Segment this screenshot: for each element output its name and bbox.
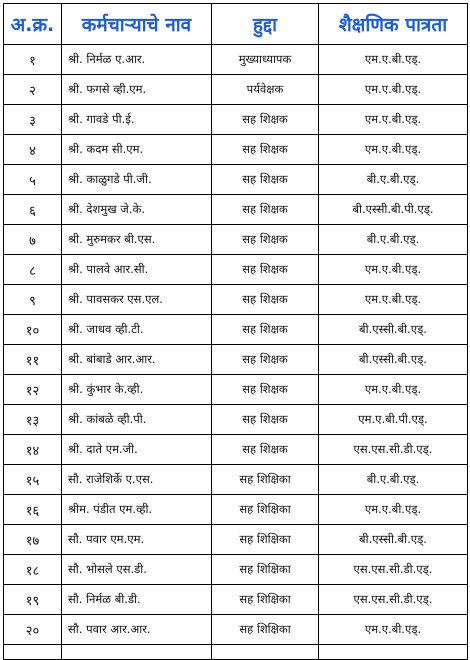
qualification-cell: एस.एस.सी.डी.एड्. — [319, 555, 468, 585]
post-cell: सह शिक्षक — [212, 345, 319, 375]
qualification-cell: बी.एस्सी.बी.एड्. — [319, 345, 468, 375]
post-cell: पर्यवेक्षक — [212, 75, 319, 105]
table-row — [4, 45, 468, 75]
qualification-cell: बी.एस्सी.बी.पी.एड्. — [319, 195, 468, 225]
table-row — [4, 375, 468, 405]
header-serial-number: अ.क्र. — [4, 4, 62, 45]
qualification-cell: बी.ए.बी.एड्. — [319, 165, 468, 195]
table-row — [4, 465, 468, 495]
table-row — [4, 315, 468, 345]
serial-number-cell: १४ — [4, 435, 62, 465]
post-cell: सह शिक्षक — [212, 105, 319, 135]
serial-number-cell: ३ — [4, 105, 62, 135]
header-qualification: शैक्षणिक पात्रता — [319, 4, 468, 45]
employee-name-cell: श्री. निर्मळ ए.आर. — [62, 45, 212, 75]
qualification-cell: एम.ए.बी.एड्. — [319, 255, 468, 285]
employee-name-cell: श्री. दाते एम.जी. — [62, 435, 212, 465]
table-row — [4, 285, 468, 315]
employee-name-cell: श्री. गावडे पी.ई. — [62, 105, 212, 135]
employee-name-cell: सौ. निर्मळ बी.डी. — [62, 585, 212, 615]
serial-number-cell: ६ — [4, 195, 62, 225]
employee-name-cell: श्री. कदम सी.एम. — [62, 135, 212, 165]
empty-cell — [319, 645, 468, 660]
employee-name-cell: श्री. काळुगडे पी.जी. — [62, 165, 212, 195]
header-employee-name: कर्मचाऱ्याचे नाव — [62, 4, 212, 45]
serial-number-cell: ८ — [4, 255, 62, 285]
qualification-cell: एस.एस.सी.डी.एड्. — [319, 585, 468, 615]
employee-name-cell: श्री. जाधव व्ही.टी. — [62, 315, 212, 345]
qualification-cell: बी.ए.बी.एड्. — [319, 465, 468, 495]
employee-name-cell: श्री. देशमुख जे.के. — [62, 195, 212, 225]
table-header — [4, 4, 468, 45]
post-cell: सह शिक्षक — [212, 255, 319, 285]
post-cell: सह शिक्षक — [212, 405, 319, 435]
serial-number-cell: १२ — [4, 375, 62, 405]
post-cell: सह शिक्षक — [212, 225, 319, 255]
qualification-cell: एम.ए.बी.एड्. — [319, 615, 468, 645]
table-row — [4, 195, 468, 225]
serial-number-cell: ५ — [4, 165, 62, 195]
serial-number-cell: १९ — [4, 585, 62, 615]
serial-number-cell: १६ — [4, 495, 62, 525]
empty-cell — [212, 645, 319, 660]
post-cell: सह शिक्षिका — [212, 555, 319, 585]
table-row — [4, 435, 468, 465]
table-row — [4, 75, 468, 105]
serial-number-cell: २ — [4, 75, 62, 105]
employee-name-cell: श्री. पालवे आर.सी. — [62, 255, 212, 285]
table-row — [4, 255, 468, 285]
empty-cell — [4, 645, 62, 660]
serial-number-cell: ९ — [4, 285, 62, 315]
table-body — [4, 45, 468, 660]
employee-name-cell: श्री. फगसे व्ही.एम. — [62, 75, 212, 105]
post-cell: सह शिक्षक — [212, 435, 319, 465]
qualification-cell: एम.ए.बी.पी.एड्. — [319, 405, 468, 435]
serial-number-cell: ११ — [4, 345, 62, 375]
table-row-empty — [4, 645, 468, 660]
employee-name-cell: श्री. मुरुमकर बी.एस. — [62, 225, 212, 255]
qualification-cell: बी.ए.बी.एड्. — [319, 225, 468, 255]
table-row — [4, 525, 468, 555]
table-row — [4, 135, 468, 165]
table-row — [4, 495, 468, 525]
post-cell: सह शिक्षिका — [212, 525, 319, 555]
post-cell: सह शिक्षक — [212, 165, 319, 195]
qualification-cell: एम.ए.बी.एड्. — [319, 375, 468, 405]
qualification-cell: बी.एस्सी.बी.एड्. — [319, 315, 468, 345]
post-cell: सह शिक्षक — [212, 375, 319, 405]
employee-name-cell: श्री. पावसकर एस.एल. — [62, 285, 212, 315]
serial-number-cell: ७ — [4, 225, 62, 255]
employee-name-cell: सौ. पवार एम.एम. — [62, 525, 212, 555]
staff-table — [3, 3, 468, 660]
employee-name-cell: श्री. कुंभार के.व्ही. — [62, 375, 212, 405]
table-row — [4, 165, 468, 195]
employee-name-cell: सौ. राजेशिर्के ए.एस. — [62, 465, 212, 495]
post-cell: सह शिक्षक — [212, 195, 319, 225]
post-cell: सह शिक्षक — [212, 315, 319, 345]
qualification-cell: एम.ए.बी.एड्. — [319, 105, 468, 135]
employee-name-cell: श्रीम. पंडीत एम.व्ही. — [62, 495, 212, 525]
qualification-cell: एस.एस.सी.डी.एड्. — [319, 435, 468, 465]
employee-name-cell: सौ. पवार आर.आर. — [62, 615, 212, 645]
serial-number-cell: १ — [4, 45, 62, 75]
serial-number-cell: २० — [4, 615, 62, 645]
qualification-cell: एम.ए.बी.एड्. — [319, 495, 468, 525]
qualification-cell: एम.ए.बी.एड्. — [319, 45, 468, 75]
qualification-cell: एम.ए.बी.एड्. — [319, 135, 468, 165]
serial-number-cell: १५ — [4, 465, 62, 495]
header-post: हुद्दा — [212, 4, 319, 45]
table-row — [4, 225, 468, 255]
employee-name-cell: सौ. भोसले एस.डी. — [62, 555, 212, 585]
table-row — [4, 585, 468, 615]
serial-number-cell: १८ — [4, 555, 62, 585]
qualification-cell: बी.एस्सी.बी.एड्. — [319, 525, 468, 555]
employee-name-cell: श्री. बांबाडे आर.आर. — [62, 345, 212, 375]
post-cell: सह शिक्षिका — [212, 615, 319, 645]
employee-name-cell: श्री. कांबळे व्ही.पी. — [62, 405, 212, 435]
serial-number-cell: १३ — [4, 405, 62, 435]
empty-cell — [62, 645, 212, 660]
header-row — [4, 4, 468, 45]
post-cell: सह शिक्षिका — [212, 585, 319, 615]
qualification-cell: एम.ए.बी.एड्. — [319, 285, 468, 315]
table-row — [4, 105, 468, 135]
post-cell: सह शिक्षिका — [212, 465, 319, 495]
post-cell: सह शिक्षिका — [212, 495, 319, 525]
serial-number-cell: १० — [4, 315, 62, 345]
post-cell: सह शिक्षक — [212, 135, 319, 165]
table-row — [4, 555, 468, 585]
table-row — [4, 405, 468, 435]
table-row — [4, 615, 468, 645]
serial-number-cell: ४ — [4, 135, 62, 165]
serial-number-cell: १७ — [4, 525, 62, 555]
qualification-cell: एम.ए.बी.एड्. — [319, 75, 468, 105]
post-cell: सह शिक्षक — [212, 285, 319, 315]
post-cell: मुख्याध्यापक — [212, 45, 319, 75]
table-row — [4, 345, 468, 375]
